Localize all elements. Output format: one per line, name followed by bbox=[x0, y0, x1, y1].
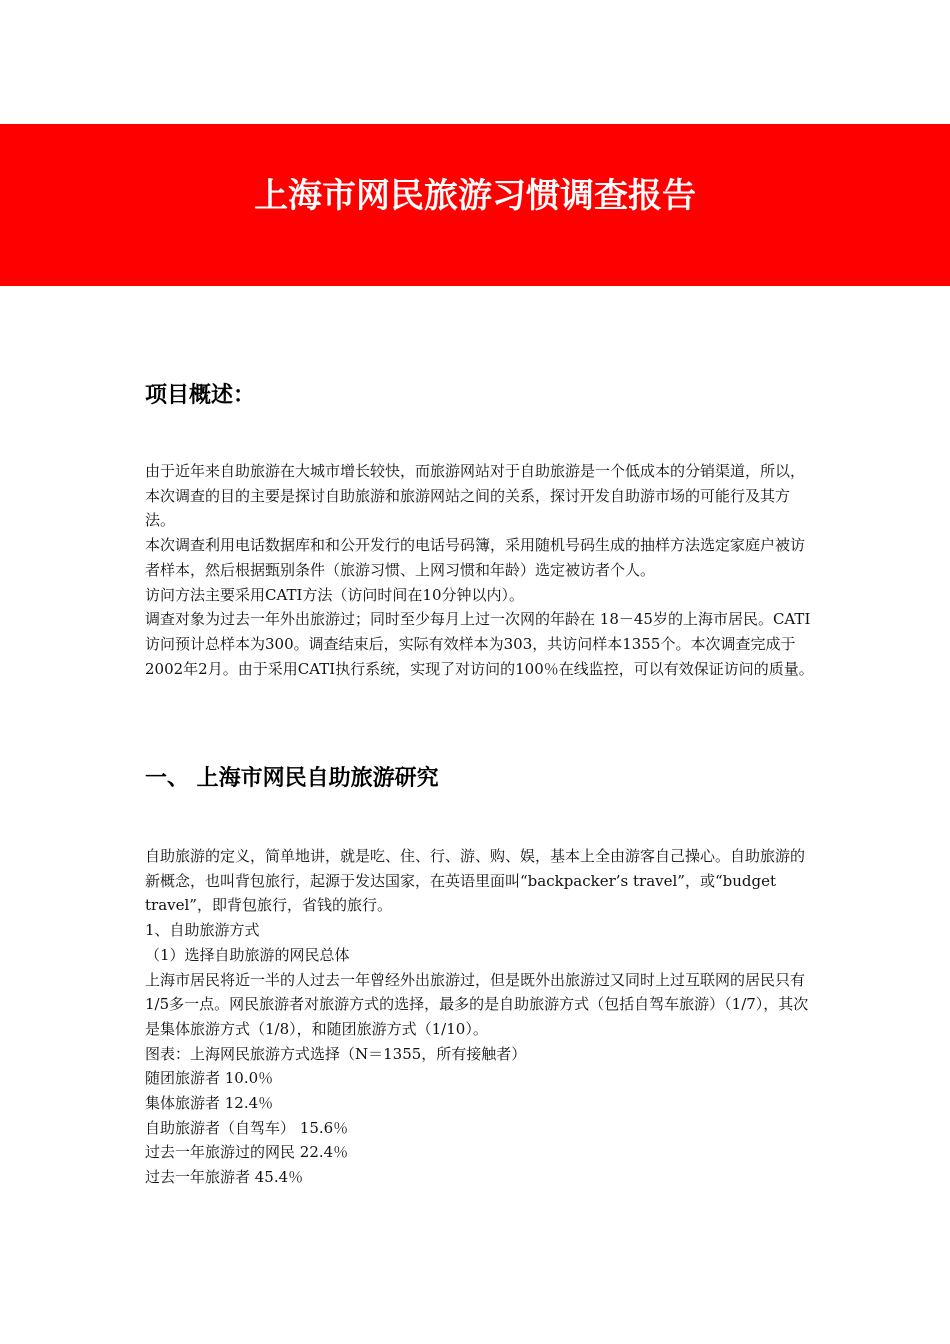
section1-chart-caption: 图表：上海网民旅游方式选择（N＝1355，所有接触者） bbox=[145, 1044, 527, 1063]
section1-body bbox=[145, 844, 815, 1190]
section1-subheading-population: （1）选择自助旅游的网民总体 bbox=[145, 945, 350, 964]
section1-subheading-mode: 1、自助旅游方式 bbox=[145, 921, 260, 940]
stat-line-self-drive: 自助旅游者（自驾车） 15.6％ bbox=[145, 1118, 349, 1137]
section1-heading: 一、 上海市网民自助旅游研究 bbox=[145, 766, 439, 791]
overview-body bbox=[145, 459, 815, 681]
stat-line-group-tour: 随团旅游者 10.0％ bbox=[145, 1069, 274, 1088]
overview-paragraph-method: 访问方法主要采用CATI方法（访问时间在10分钟以内）。 bbox=[145, 585, 525, 604]
document-title: 上海市网民旅游习惯调查报告 bbox=[254, 176, 696, 216]
overview-paragraph-sampling: 本次调查利用电话数据库和和公开发行的电话号码簿，采用随机号码生成的抽样方法选定家庭户被访者样本，然后根据甄别条件（旅游习惯、上网习惯和年龄）选定被访者个人。 bbox=[145, 536, 806, 579]
overview-paragraph-purpose: 由于近年来自助旅游在大城市增长较快，而旅游网站对于自助旅游是一个低成本的分销渠道，所以，本次调查的目的主要是探讨自助旅游和旅游网站之间的关系，探讨开发自助游市场的可能行及其方法。 bbox=[145, 462, 806, 530]
overview-heading: 项目概述： bbox=[145, 383, 256, 408]
stat-line-all-travelers: 过去一年旅游者 45.4％ bbox=[145, 1168, 304, 1187]
section1-paragraph-definition: 自助旅游的定义，简单地讲，就是吃、住、行、游、购、娱，基本上全由游客自己操心。自助旅游的新概念，也叫背包旅行，起源于发达国家，在英语里面叫“backpacker’s travel”，或“budget travel”，即背包旅行，省钱的旅行。 bbox=[145, 847, 806, 915]
stat-line-collective-tour: 集体旅游者 12.4％ bbox=[145, 1094, 274, 1113]
stat-line-netizen-travelers: 过去一年旅游过的网民 22.4％ bbox=[145, 1143, 349, 1162]
section1-paragraph-findings: 上海市居民将近一半的人过去一年曾经外出旅游过，但是既外出旅游过又同时上过互联网的居民只有1/5多一点。网民旅游者对旅游方式的选择，最多的是自助旅游方式（包括自驾车旅游）（1/7），其次是集体旅游方式（1/8），和随团旅游方式（1/10）。 bbox=[145, 970, 809, 1038]
overview-paragraph-subjects: 调查对象为过去一年外出旅游过；同时至少每月上过一次网的年龄在 18－45岁的上海市居民。CATI访问预计总样本为300。调查结束后，实际有效样本为303，共访问样本1355个。本次调查完成于2002年2月。由于采用CATI执行系统，实现了对访问的100％在线监控，可以有效保证访问的质量。 bbox=[145, 610, 814, 678]
